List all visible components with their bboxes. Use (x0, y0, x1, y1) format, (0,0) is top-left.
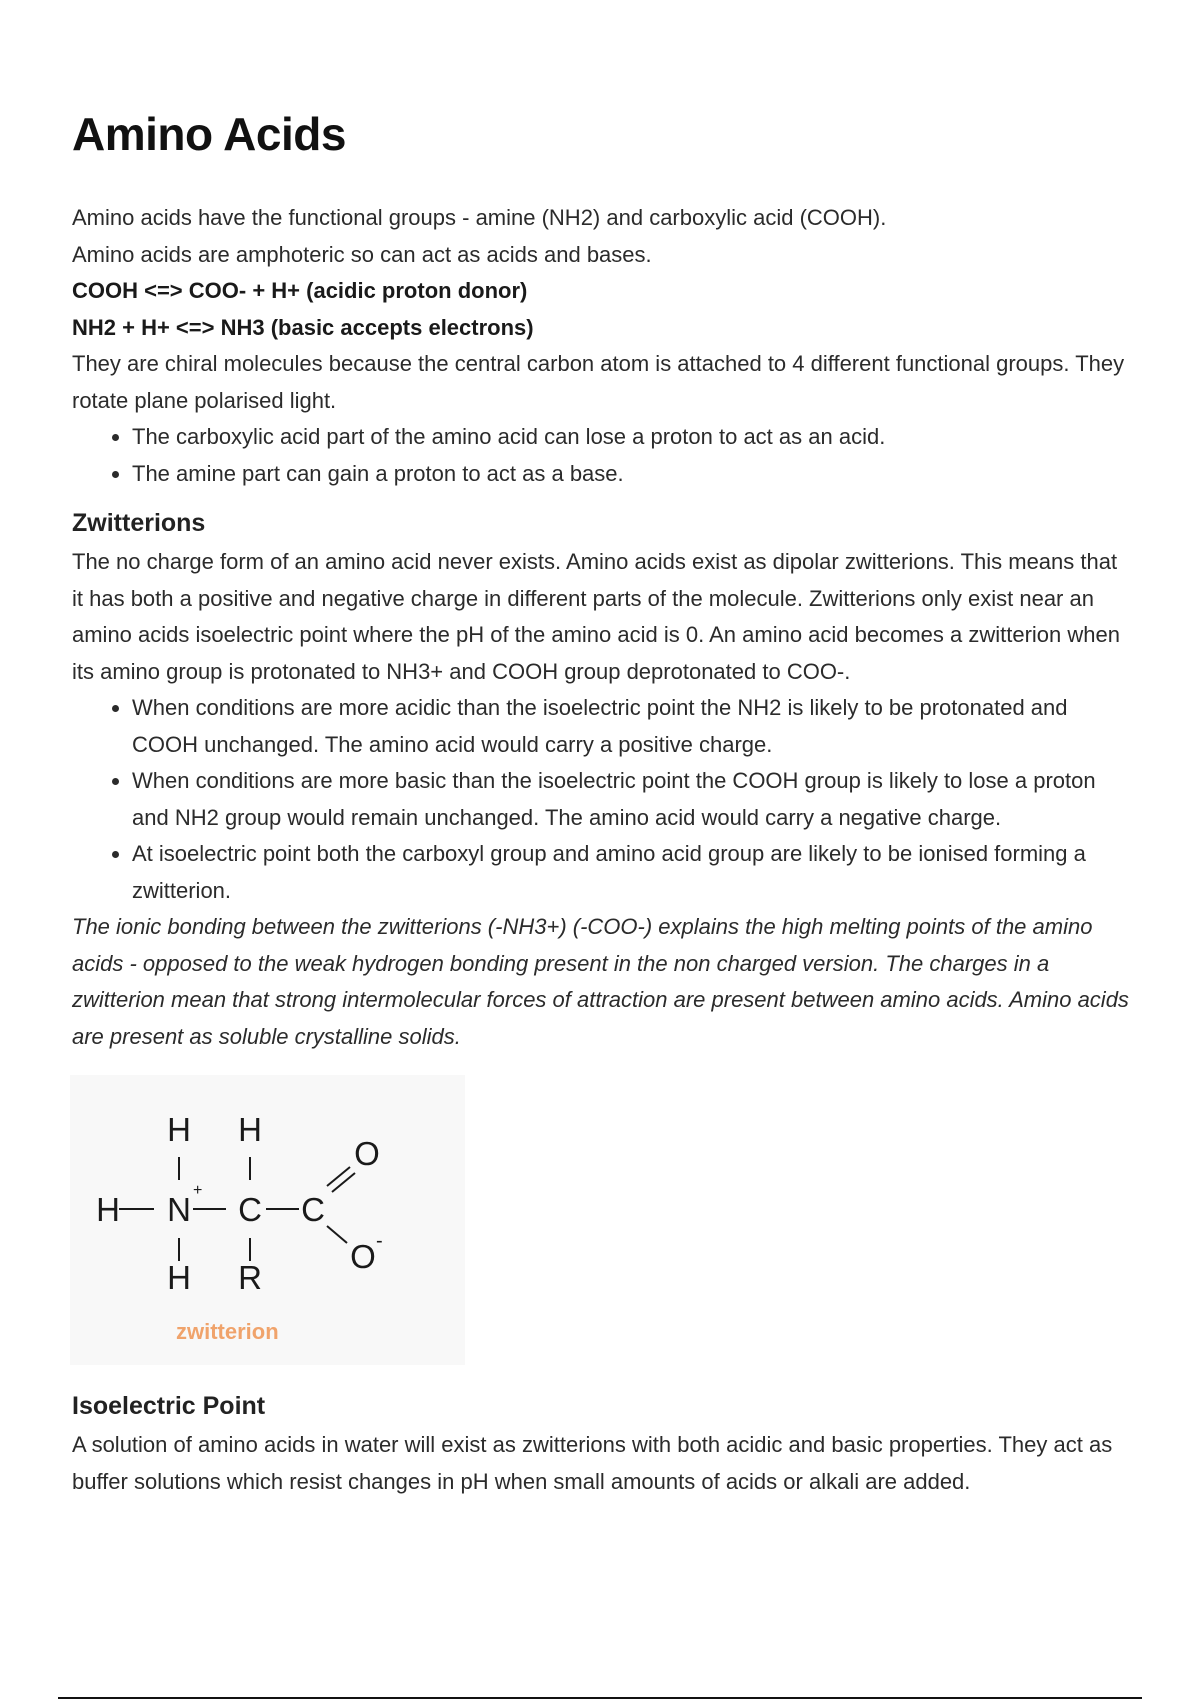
intro-line-2: Amino acids are amphoteric so can act as acids and bases. (72, 241, 652, 267)
document-page (72, 104, 1132, 1500)
atom-o-single: O (350, 1238, 376, 1275)
bond-c-o-double-b (332, 1173, 355, 1192)
zwitterion-structure-figure (70, 1075, 465, 1365)
equation-base: NH2 + H+ <=> NH3 (basic accepts electrons) (72, 314, 534, 340)
list-item: • At isoelectric point both the carboxyl group and amino acid group are likely to be ionised forming a zwitterion. (132, 836, 1132, 909)
chiral-paragraph: They are chiral molecules because the central carbon atom is attached to 4 different functional groups. They rotate plane polarised light. (72, 351, 1125, 413)
atom-h-top-right: H (238, 1111, 262, 1148)
intro-line-1: Amino acids have the functional groups - amine (NH2) and carboxylic acid (COOH). (72, 205, 887, 230)
o-charge-minus: - (376, 1230, 383, 1252)
atom-o-double: O (354, 1135, 380, 1172)
bond-c-o-double-a (327, 1167, 350, 1186)
atom-h-top-left: H (167, 1111, 191, 1148)
page-title: Amino Acids (72, 108, 346, 160)
equation-acid: COOH <=> COO- + H+ (acidic proton donor) (72, 278, 528, 303)
atom-r-group: R (238, 1259, 262, 1296)
atom-h-left: H (96, 1191, 120, 1228)
zwitterions-bullet-list (72, 690, 1132, 909)
intro-bullet-list (72, 419, 1132, 492)
isoelectric-heading: Isoelectric Point (72, 1392, 266, 1420)
n-charge-plus: + (193, 1182, 203, 1199)
atom-c-carboxyl: C (301, 1191, 325, 1228)
isoelectric-paragraph: A solution of amino acids in water will exist as zwitterions with both acidic and basic properties. They act as buffer solutions which resist changes in pH when small amounts of acids or alkali are added. (72, 1432, 1113, 1494)
footer-divider (58, 1697, 1142, 1699)
list-item: • When conditions are more acidic than the isoelectric point the NH2 is likely to be protonated and COOH unchanged. The amino acid would carry a positive charge. (132, 690, 1132, 763)
list-item: • The amine part can gain a proton to act as a base. (132, 456, 1132, 493)
atom-h-bottom: H (167, 1259, 191, 1296)
list-item: • The carboxylic acid part of the amino acid can lose a proton to act as an acid. (132, 419, 1132, 456)
zwitterions-italic-paragraph: The ionic bonding between the zwitterions (-NH3+) (-COO-) explains the high melting points of the amino acids - opposed to the weak hydrogen bonding present in the non charged version. The charges in a zwitterion mean that strong intermolecular forces of attraction are present between amino acids. Amino acids are present as soluble crystalline solids. (72, 914, 1129, 1049)
atom-c-alpha: C (238, 1191, 262, 1228)
zwitterions-paragraph: The no charge form of an amino acid never exists. Amino acids exist as dipolar zwitterions. This means that it has both a positive and negative charge in different parts of the molecule. Zwitterions only exist near an amino acids isoelectric point where the pH of the amino acid is 0. An amino acid becomes a zwitterion when its amino group is protonated to NH3+ and COOH group deprotonated to COO-. (72, 549, 1120, 684)
zwitterions-heading: Zwitterions (72, 509, 206, 537)
atom-n: N (167, 1191, 191, 1228)
list-item: • When conditions are more basic than the isoelectric point the COOH group is likely to lose a proton and NH2 group would remain unchanged. The amino acid would carry a negative charge. (132, 763, 1132, 836)
bond-c-o-single (327, 1226, 347, 1243)
figure-caption: zwitterion (176, 1319, 279, 1344)
